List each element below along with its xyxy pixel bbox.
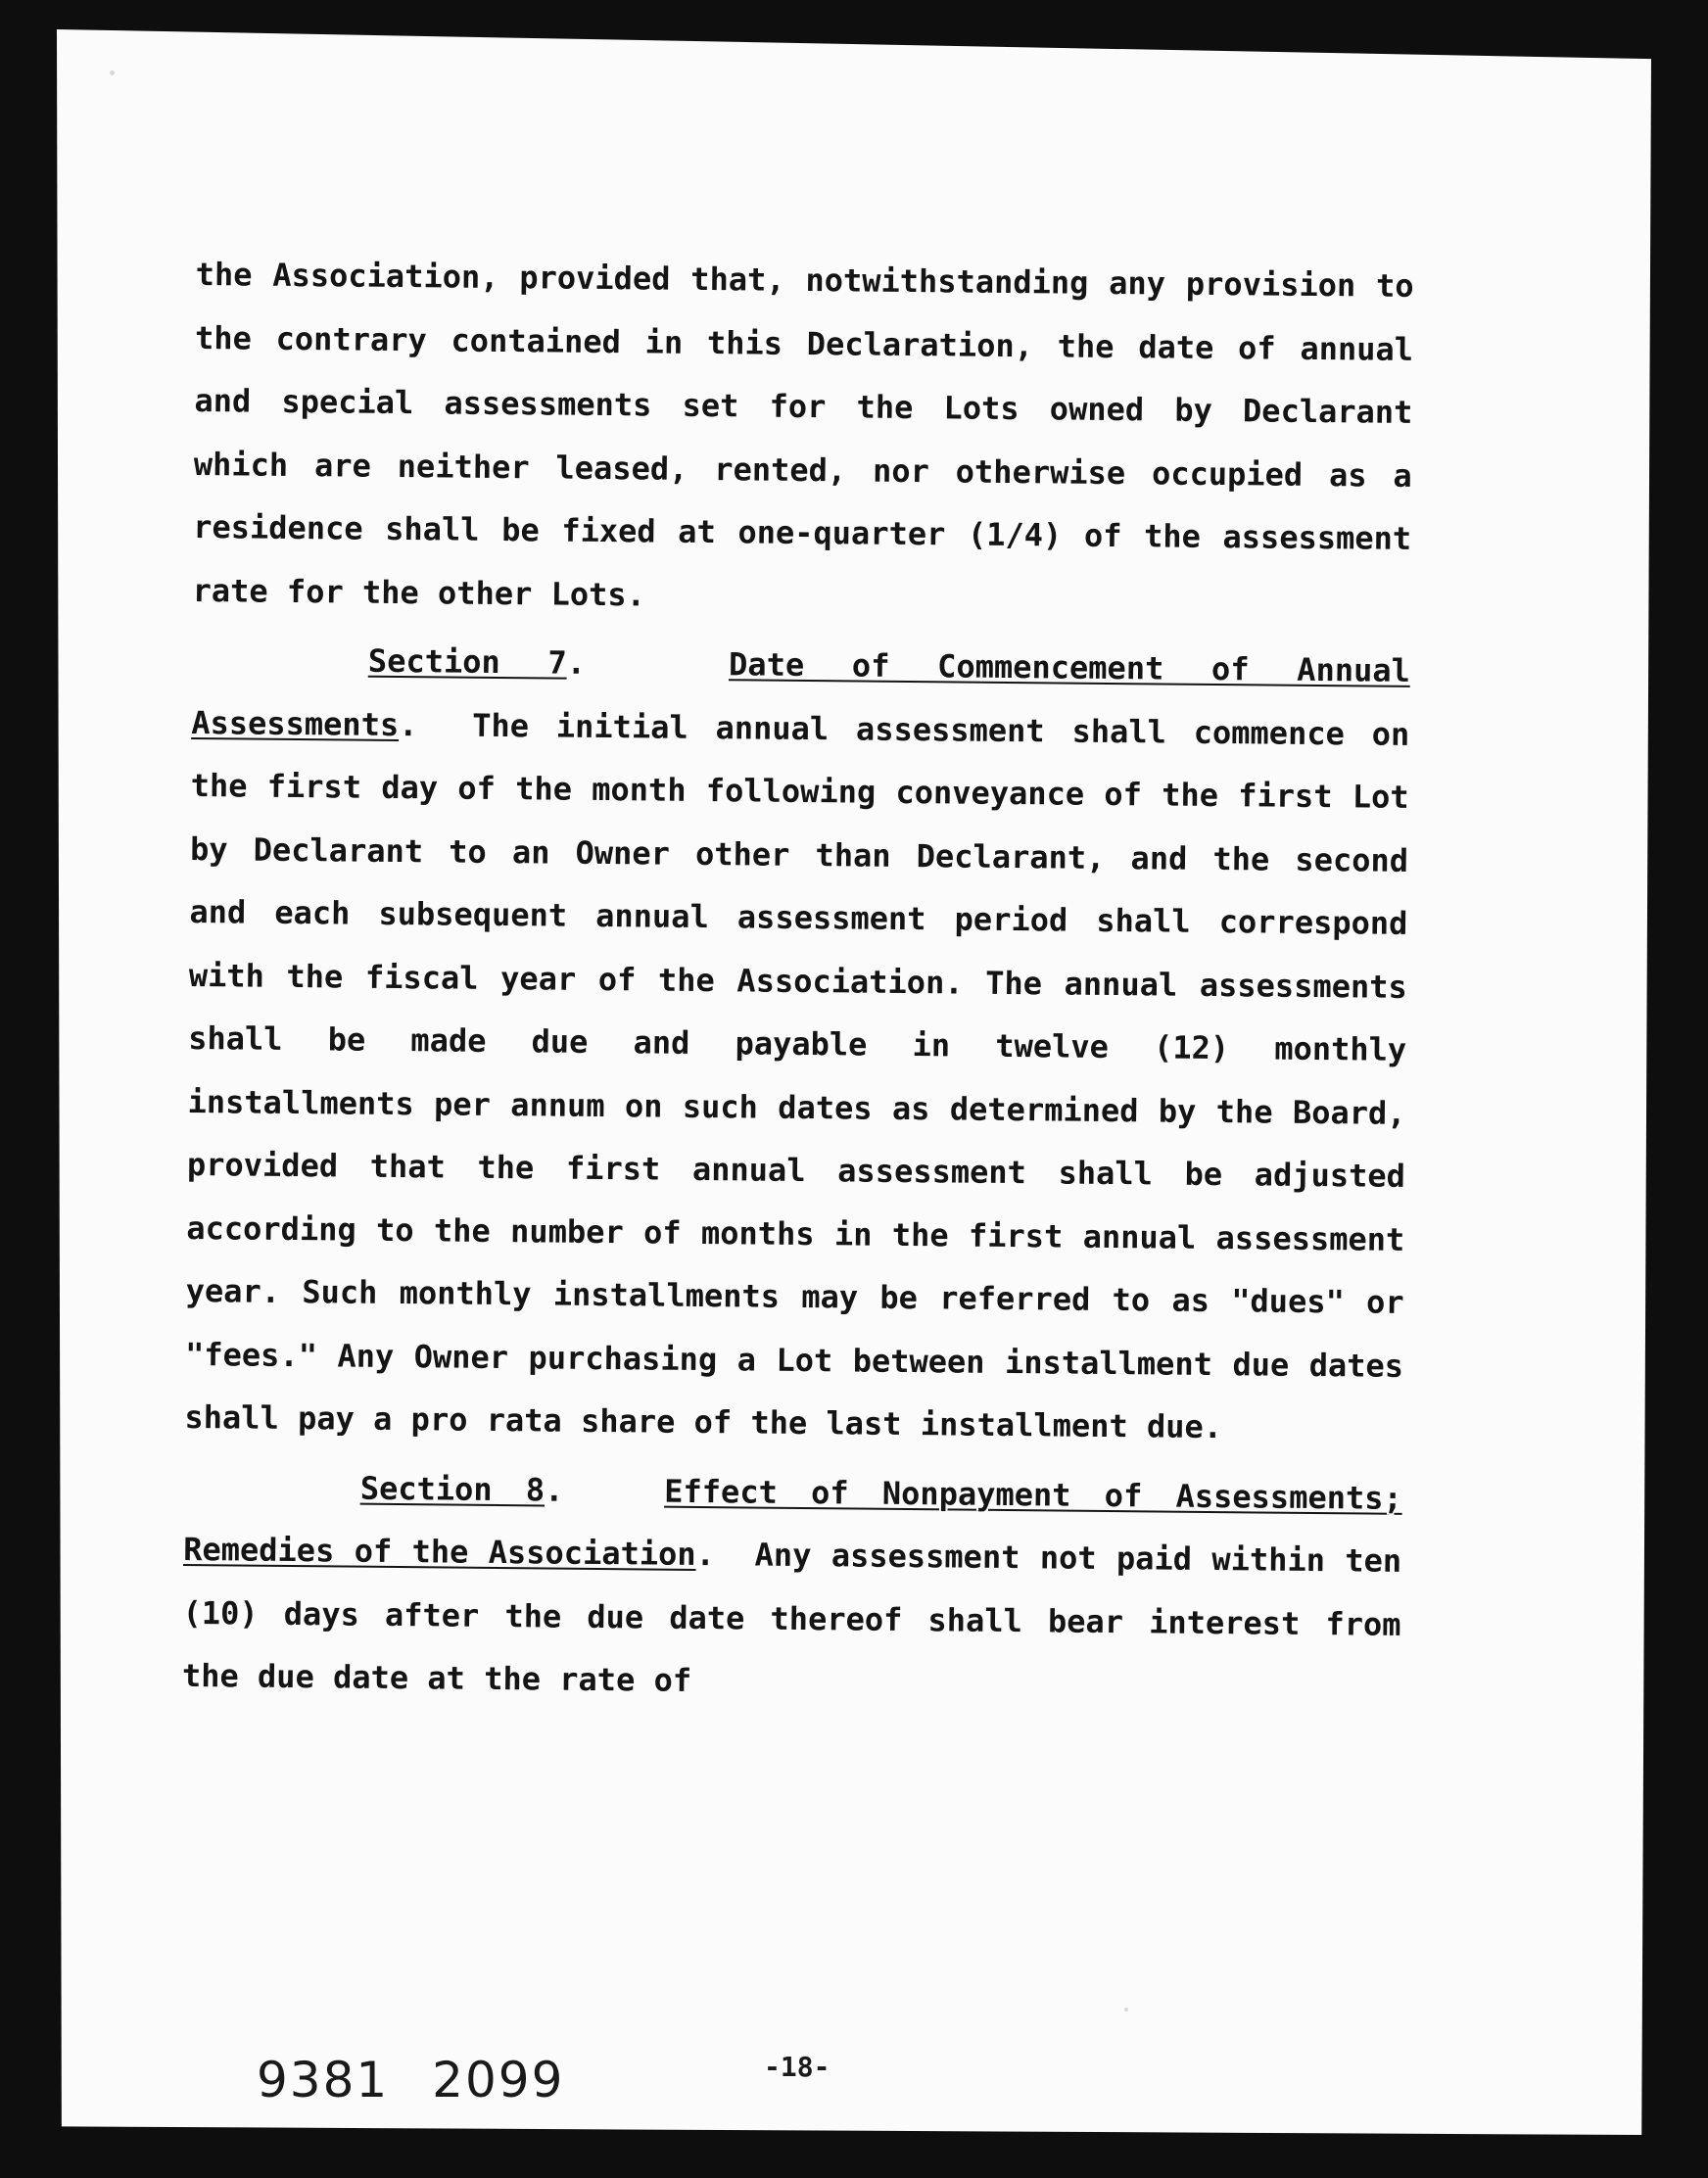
section-8: Section 8. Effect of Nonpayment of Assessments; Remedies of the Association. Any assessment not paid within ten (10) days after the due date thereof shall bear interest from the due date at the rate of — [181, 1469, 1402, 1699]
paragraph-assessment-rate: the Association, provided that, notwithstanding any provision to the contrary contained in this Declaration, the date of annual and special assessments set for the Lots owned by Declarant which are neither leased, rented, nor otherwise occupied as a residence shall be fixed at one-quarter (1/4) of the assessment rate for the other Lots. — [192, 255, 1414, 613]
document-reference-number: 9381 2099 — [257, 2052, 565, 2108]
scan-speck — [1124, 2008, 1128, 2012]
section-7-label: Section 7 — [367, 641, 567, 682]
document-body — [182, 243, 1414, 1719]
section-8-label: Section 8 — [359, 1469, 546, 1508]
section-8-text: Any assessment not paid within ten (10) days after the due date thereof shall bear interest from the due date at the rate of — [181, 1536, 1402, 1699]
section-8-title: Effect of Nonpayment of Assessments; Remedies of the Association — [183, 1472, 1402, 1573]
section-7-text: The initial annual assessment shall commence on the first day of the month following conveyance of the first Lot by Declarant to an Owner other than Declarant, and the second and each subsequent annual assessment period shall correspond with the fiscal year of the Association. The annual assessments shall be made due and payable in twelve (12) monthly installments per annum on such dates as determined by the Board, provided that the first annual assessment shall be adjusted according to the number of months in the first annual assessment year. Such monthly installments may be referred to as "dues" or "fees." Any Owner purchasing a Lot between installment due dates shall pay a pro rata share of the last installment due. — [184, 706, 1410, 1446]
page-number: -18- — [764, 2051, 830, 2083]
section-7-title: Date of Commencement of Annual Assessments — [191, 645, 1411, 743]
scan-speck — [110, 71, 115, 75]
section-7: Section 7. Date of Commencement of Annual Assessments. The initial annual assessment shall commence on the first day of the month following conveyance of the first Lot by Declarant to an Owner other than Declarant, and the second and each subsequent annual assessment period shall correspond with the fiscal year of the Association. The annual assessments shall be made due and payable in twelve (12) monthly installments per annum on such dates as determined by the Board, provided that the first annual assessment shall be adjusted according to the number of months in the first annual assessment year. Such monthly installments may be referred to as "dues" or "fees." Any Owner purchasing a Lot between installment due dates shall pay a pro rata share of the last installment due. — [184, 641, 1411, 1446]
